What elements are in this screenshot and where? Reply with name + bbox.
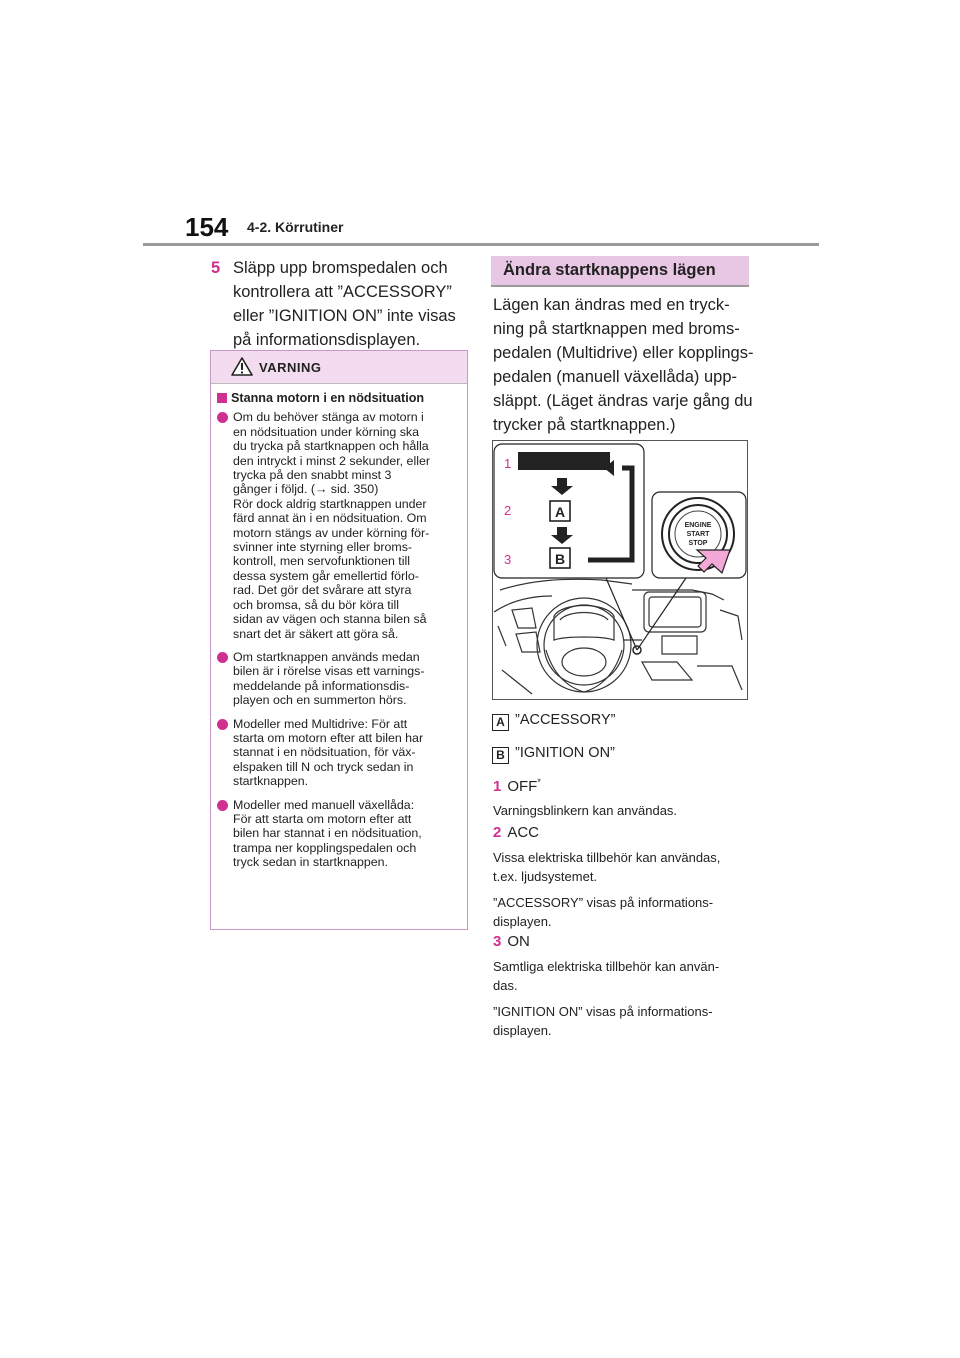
square-bullet-icon bbox=[217, 393, 227, 403]
bullet-line: kontroll, men servofunktionen till bbox=[233, 554, 410, 569]
warning-bullet bbox=[217, 798, 459, 870]
step-number: 5 bbox=[211, 259, 221, 277]
section-heading-text: Ändra startknappens lägen bbox=[503, 261, 716, 279]
desc-line: displayen. bbox=[493, 1023, 552, 1038]
mode-letter-b: B bbox=[554, 551, 566, 567]
bullet-line: trampa ner kopplingspedalen och bbox=[233, 840, 417, 855]
bullet-line: motorn stängs av under körning för- bbox=[233, 525, 430, 540]
start-button-illustration bbox=[492, 440, 748, 700]
bullet-line: stannat i en nödsituation, för väx- bbox=[233, 745, 416, 760]
bullet-line: rad. Det gör det svårare att styra bbox=[233, 583, 412, 598]
step-line: Släpp upp bromspedalen och bbox=[233, 259, 448, 277]
button-label-line: ENGINE bbox=[684, 522, 712, 529]
legend-text: ”IGNITION ON” bbox=[515, 745, 615, 761]
bullet-line: meddelande på informationsdis- bbox=[233, 678, 410, 693]
step-line: kontrollera att ”ACCESSORY” bbox=[233, 283, 452, 301]
mode-description bbox=[493, 957, 753, 1047]
bullet-dot-icon bbox=[217, 412, 228, 423]
mode-item-off bbox=[493, 777, 541, 795]
section-heading bbox=[491, 256, 749, 287]
mode-item-acc bbox=[493, 824, 539, 841]
bullet-line: gånger i följd. (→ sid. 350) bbox=[233, 482, 379, 497]
step-line: eller ”IGNITION ON” inte visas bbox=[233, 307, 456, 325]
mode-label: ON bbox=[507, 933, 530, 950]
mode-number-1: 1 bbox=[504, 456, 512, 471]
bullet-dot-icon bbox=[217, 652, 228, 663]
desc-line: Varningsblinkern kan användas. bbox=[493, 803, 678, 818]
legend-text: ”ACCESSORY” bbox=[515, 712, 616, 728]
intro-line: släppt. (Läget ändras varje gång du bbox=[493, 392, 753, 410]
bullet-line: en nödsituation under körning ska bbox=[233, 424, 419, 439]
header-rule bbox=[143, 243, 819, 246]
bullet-text bbox=[233, 717, 459, 789]
intro-line: pedalen (manuell växellåda) upp- bbox=[493, 368, 737, 386]
bullet-line: sidan av vägen och stanna bilen så bbox=[233, 612, 427, 627]
mode-number-3: 3 bbox=[504, 552, 512, 567]
button-label-line: START bbox=[686, 531, 710, 538]
step-text bbox=[233, 256, 471, 352]
warning-bullet bbox=[217, 650, 459, 708]
desc-line: Samtliga elektriska tillbehör kan använ- bbox=[493, 959, 720, 974]
intro-paragraph bbox=[493, 293, 763, 437]
mode-item-on bbox=[493, 933, 530, 950]
bullet-line: Om startknappen används medan bbox=[233, 649, 420, 664]
intro-line: trycker på startknappen.) bbox=[493, 416, 676, 434]
bullet-line: bilen har stannat i en nödsituation, bbox=[233, 826, 422, 841]
warning-triangle-icon bbox=[231, 357, 253, 376]
warning-subhead-text: Stanna motorn i en nödsituation bbox=[231, 391, 425, 405]
bullet-line: Modeller med manuell växellåda: bbox=[233, 797, 415, 812]
desc-line: ”ACCESSORY” visas på informations- bbox=[493, 895, 714, 910]
bullet-line: trycka på den snabbt minst 3 bbox=[233, 468, 392, 483]
bullet-line: Modeller med Multidrive: För att bbox=[233, 716, 408, 731]
warning-title: VARNING bbox=[259, 360, 322, 375]
warning-bullet bbox=[217, 717, 459, 789]
bullet-line: starta om motorn efter att bilen har bbox=[233, 730, 424, 745]
legend-row-a bbox=[492, 712, 615, 731]
intro-line: ning på startknappen med broms- bbox=[493, 320, 740, 338]
mode-label: OFF bbox=[507, 778, 538, 795]
page-number: 154 bbox=[185, 212, 229, 242]
section-title: 4-2. Körrutiner bbox=[247, 219, 344, 235]
bullet-dot-icon bbox=[217, 719, 228, 730]
mode-description bbox=[493, 848, 753, 938]
bullet-line: den intryckt i minst 2 sekunder, eller bbox=[233, 453, 430, 468]
bullet-line: tryck sedan in startknappen. bbox=[233, 855, 388, 870]
warning-header bbox=[211, 351, 467, 384]
bullet-line: snart det är säkert att göra så. bbox=[233, 626, 399, 641]
desc-line: ”IGNITION ON” visas på informations- bbox=[493, 1004, 713, 1019]
bullet-line: Om du behöver stänga av motorn i bbox=[233, 410, 424, 425]
bullet-line: För att starta om motorn efter att bbox=[233, 811, 412, 826]
bullet-line: du trycka på startknappen och hålla bbox=[233, 439, 429, 454]
mode-letter-a: A bbox=[554, 504, 566, 520]
bullet-line: färd annat än i en nödsituation. Om bbox=[233, 511, 427, 526]
off-state-bar bbox=[518, 452, 610, 470]
desc-line: t.ex. ljudsystemet. bbox=[493, 869, 598, 884]
step-5 bbox=[211, 256, 471, 352]
warning-box bbox=[210, 350, 468, 930]
warning-bullet bbox=[217, 410, 459, 641]
warning-body bbox=[211, 384, 467, 870]
bullet-line: startknappen. bbox=[233, 774, 309, 789]
desc-line: displayen. bbox=[493, 914, 552, 929]
mode-number: 2 bbox=[493, 824, 502, 841]
intro-line: Lägen kan ändras med en tryck- bbox=[493, 296, 730, 314]
mode-number-2: 2 bbox=[504, 503, 512, 518]
mode-label: ACC bbox=[507, 824, 540, 841]
desc-line: Vissa elektriska tillbehör kan användas, bbox=[493, 850, 721, 865]
legend-key-b: B bbox=[492, 747, 509, 764]
bullet-line: svinner inte styrning eller broms- bbox=[233, 540, 413, 555]
bullet-line: och bromsa, så du bör köra till bbox=[233, 597, 399, 612]
intro-line: pedalen (Multidrive) eller kopplings- bbox=[493, 344, 754, 362]
bullet-line: playen och en summerton hörs. bbox=[233, 693, 407, 708]
step-line: på informationsdisplayen. bbox=[233, 331, 421, 349]
mode-number: 1 bbox=[493, 778, 502, 795]
bullet-text bbox=[233, 650, 459, 708]
bullet-text bbox=[233, 410, 459, 641]
bullet-line: Rör dock aldrig startknappen under bbox=[233, 496, 427, 511]
warning-subhead bbox=[217, 391, 459, 405]
legend-key-a: A bbox=[492, 714, 509, 731]
bullet-text bbox=[233, 798, 459, 870]
mode-number: 3 bbox=[493, 933, 502, 950]
desc-line: das. bbox=[493, 978, 518, 993]
bullet-line: bilen är i rörelse visas ett varnings- bbox=[233, 664, 425, 679]
button-label-line: STOP bbox=[688, 540, 708, 547]
legend-row-b bbox=[492, 745, 615, 764]
bullet-line: elspaken till N och tryck sedan in bbox=[233, 759, 414, 774]
bullet-line: dessa system går emellertid förlo- bbox=[233, 568, 419, 583]
footnote-mark: * bbox=[537, 777, 541, 787]
bullet-dot-icon bbox=[217, 800, 228, 811]
